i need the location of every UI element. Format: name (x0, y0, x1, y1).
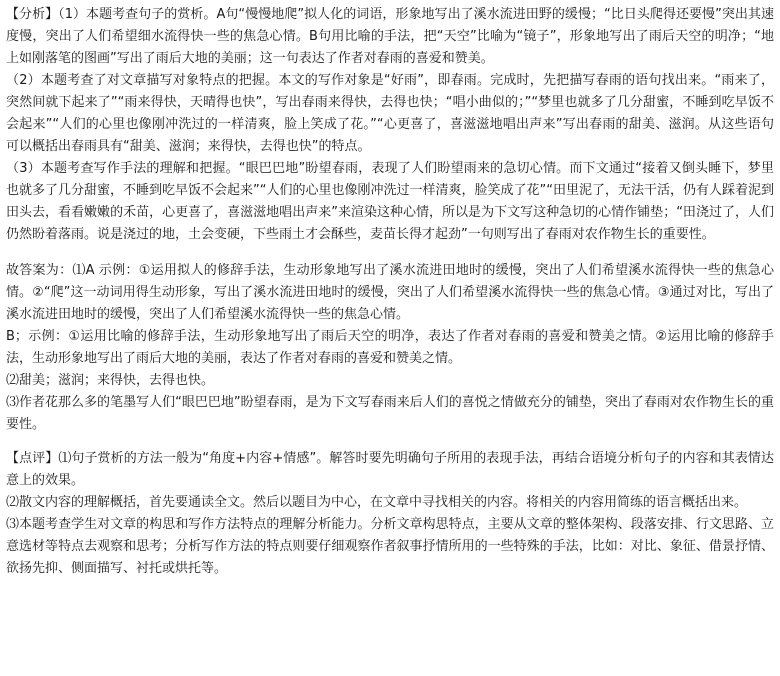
section-spacer (6, 246, 774, 260)
answer-section (6, 260, 774, 436)
comment-paragraph-3: ⑶本题考查学生对文章的构思和写作方法特点的理解分析能力。分析文章构思特点，主要从文章的整体架构、段落安排、行文思路、立意选材等特点去观察和思考；分析写作方法的特点则要仔细观察作者叙事抒情所用的一些特殊的手法，比如：对比、象征、借景抒情、欲扬先抑、侧面描写、衬托或烘托等。 (6, 517, 774, 576)
answer-paragraph-1: 故答案为：⑴A 示例：①运用拟人的修辞手法，生动形象地写出了溪水流进田地时的缓慢，突出了人们希望溪水流得快一些的焦急心情。②“爬”这一动词用得生动形象，写出了溪水流进田地时的缓慢，突出了人们希望溪水流得快一些的焦急心情。③通过对比，写出了溪水流进田地时的缓慢，突出了人们希望溪水流得快一些的焦急心情。 (6, 263, 774, 322)
answer-paragraph-2: B；示例：①运用比喻的修辞手法，生动形象地写出了雨后天空的明净，表达了作者对春雨的喜爱和赞美之情。②运用比喻的修辞手法，生动形象地写出了雨后大地的美丽，表达了作者对春雨的喜爱和赞美之情。 (6, 329, 774, 366)
comment-paragraph-1: 【点评】⑴句子赏析的方法一般为“角度+内容+情感”。解答时要先明确句子所用的表现手法，再结合语境分析句子的内容和其表情达意上的效果。 (6, 451, 774, 488)
answer-paragraph-3: ⑵甜美；滋润；来得快，去得也快。 (6, 373, 215, 388)
analysis-section (6, 4, 774, 246)
analysis-paragraph-3: （3）本题考查写作手法的理解和把握。“眼巴巴地”盼望春雨，表现了人们盼望雨来的急切心情。而下文通过“接着又倒头睡下，梦里也就多了几分甜蜜，不睡到吃早饭不会起来”“人们的心里也像刚冲洗过一样清爽，脸笑成了花”“田里泥了，无法干活，仍有人踩着泥到田头去，看看嫩嫩的禾苗，心更喜了，喜滋滋地唱出声来”来渲染这种心情，所以是为下文写这种急切的心情作铺垫；“田浇过了，人们仍然盼着落雨。说是浇过的地，土会变硬，下些雨土才会酥些，麦苗长得才起劲”一句则写出了春雨对农作物生长的重要性。 (6, 161, 774, 242)
comment-section (6, 448, 774, 580)
answer-paragraph-4: ⑶作者花那么多的笔墨写人们“眼巴巴地”盼望春雨，是为下文写春雨来后人们的喜悦之情做充分的铺垫，突出了春雨对农作物生长的重要性。 (6, 395, 774, 432)
comment-paragraph-2: ⑵散文内容的理解概括，首先要通读全文。然后以题目为中心，在文章中寻找相关的内容。将相关的内容用简练的语言概括出来。 (6, 495, 748, 510)
section-spacer (6, 436, 774, 448)
analysis-paragraph-2: （2）本题考查了对文章描写对象特点的把握。本文的写作对象是“好雨”，即春雨。完成时，先把描写春雨的语句找出来。“雨来了，突然间就下起来了”“雨来得快，天晴得也快”，写出春雨来得快，去得也快；“唱小曲似的；”“梦里也就多了几分甜蜜，不睡到吃早饭不会起来”“人们的心里也像刚冲洗过的一样清爽，脸上笑成了花。”“心更喜了，喜滋滋地唱出声来”写出春雨的甜美、滋润。从这些语句可以概括出春雨具有“甜美、滋润；来得快，去得也快”的特点。 (6, 73, 774, 154)
analysis-paragraph-1: 【分析】（1）本题考查句子的赏析。A句“慢慢地爬”拟人化的词语，形象地写出了溪水流进田野的缓慢；“比日头爬得还要慢”突出其速度慢，突出了人们希望细水流得快一些的焦急心情。B句用比喻的手法，把“天空”比喻为“镜子”，形象地写出了雨后天空的明净；“地上如刚落笔的图画”写出了雨后大地的美丽；这一句表达了作者对春雨的喜爱和赞美。 (6, 7, 774, 66)
